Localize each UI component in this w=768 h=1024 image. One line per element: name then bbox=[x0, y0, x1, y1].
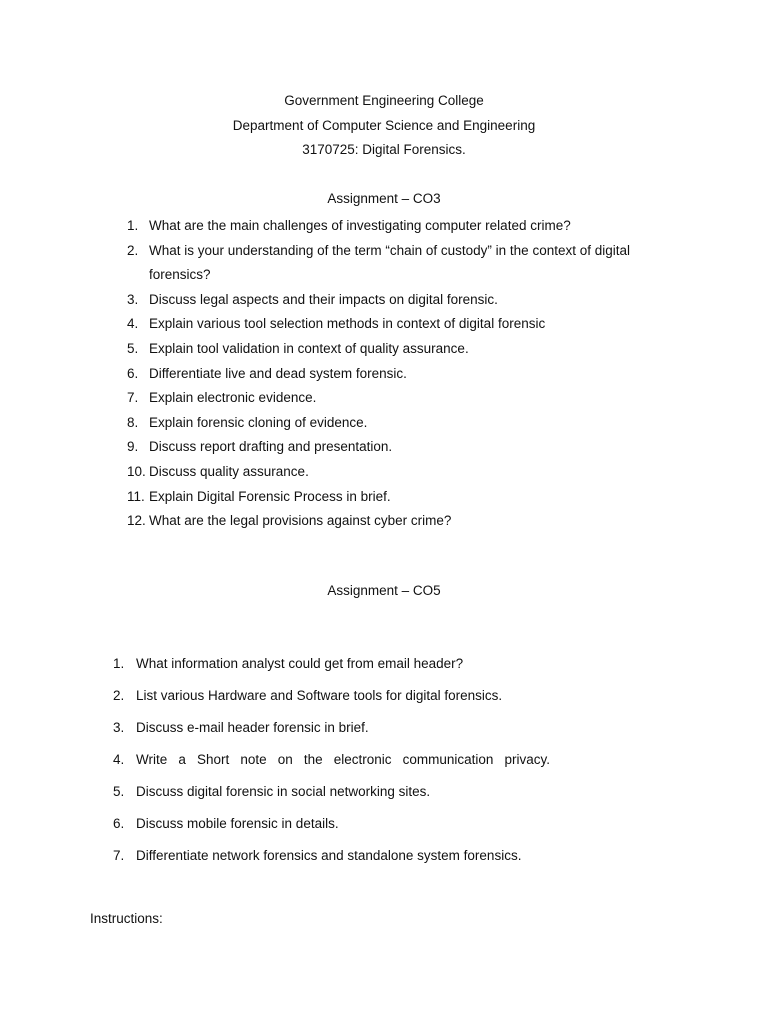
item-number: 9. bbox=[127, 439, 139, 455]
item-text: List various Hardware and Software tools for digital forensics. bbox=[136, 688, 503, 703]
item-text: Discuss e-mail header forensic in brief. bbox=[136, 720, 369, 735]
item-text: What are the main challenges of investigating computer related crime? bbox=[149, 218, 571, 233]
co5-title: Assignment – CO5 bbox=[327, 583, 441, 598]
item-number: 12. bbox=[127, 513, 146, 529]
instructions-label: Instructions: bbox=[90, 911, 163, 926]
item-text: Discuss mobile forensic in details. bbox=[136, 816, 339, 831]
list-item bbox=[127, 239, 687, 288]
item-number: 8. bbox=[127, 414, 139, 430]
list-item bbox=[127, 485, 687, 510]
list-item bbox=[127, 509, 687, 534]
item-number: 3. bbox=[113, 720, 125, 735]
department-name: Department of Computer Science and Engineering bbox=[232, 118, 536, 133]
item-number: 5. bbox=[127, 340, 139, 356]
list-item bbox=[127, 411, 687, 436]
list-item bbox=[113, 814, 673, 846]
item-text: What information analyst could get from email header? bbox=[136, 656, 464, 671]
item-text: Explain electronic evidence. bbox=[149, 390, 317, 406]
item-number: 4. bbox=[113, 752, 125, 767]
item-text: Explain tool validation in context of quality assurance. bbox=[149, 340, 469, 356]
list-item bbox=[113, 750, 673, 782]
item-text: What is your understanding of the term “chain of custody” in the context of digital forensics? bbox=[149, 242, 631, 283]
list-item bbox=[113, 686, 673, 718]
item-number: 3. bbox=[127, 291, 139, 307]
item-number: 7. bbox=[113, 848, 125, 863]
item-number: 1. bbox=[127, 218, 139, 233]
list-item bbox=[113, 654, 673, 686]
item-text: Discuss report drafting and presentation. bbox=[149, 439, 393, 455]
item-number: 2. bbox=[127, 242, 139, 258]
item-number: 2. bbox=[113, 688, 125, 703]
item-number: 4. bbox=[127, 316, 139, 332]
item-number: 6. bbox=[127, 365, 139, 381]
item-number: 10. bbox=[127, 463, 146, 479]
item-text: What are the legal provisions against cyber crime? bbox=[149, 513, 452, 529]
list-item bbox=[127, 312, 687, 337]
item-number: 1. bbox=[113, 656, 125, 671]
item-text: Discuss digital forensic in social networking sites. bbox=[136, 784, 431, 799]
list-item bbox=[127, 435, 687, 460]
item-text: Explain forensic cloning of evidence. bbox=[149, 414, 368, 430]
item-text: Write a Short note on the electronic communication privacy. bbox=[136, 752, 550, 767]
item-number: 7. bbox=[127, 390, 139, 406]
co3-question-list bbox=[127, 214, 687, 534]
item-number: 5. bbox=[113, 784, 125, 799]
co3-title: Assignment – CO3 bbox=[327, 191, 441, 206]
list-item bbox=[127, 460, 687, 485]
course-title: 3170725: Digital Forensics. bbox=[302, 142, 466, 157]
list-item bbox=[113, 718, 673, 750]
list-item bbox=[127, 337, 687, 362]
college-name: Government Engineering College bbox=[284, 93, 484, 108]
list-item bbox=[127, 214, 687, 239]
item-text: Differentiate network forensics and standalone system forensics. bbox=[136, 848, 522, 863]
co5-question-list bbox=[113, 654, 673, 878]
list-item bbox=[127, 386, 687, 411]
item-text: Explain Digital Forensic Process in brief. bbox=[149, 488, 391, 504]
list-item bbox=[127, 362, 687, 387]
item-text: Discuss quality assurance. bbox=[149, 463, 309, 479]
list-item bbox=[113, 846, 673, 878]
item-text: Discuss legal aspects and their impacts on digital forensic. bbox=[149, 291, 498, 307]
item-text: Explain various tool selection methods in context of digital forensic bbox=[149, 316, 546, 332]
item-number: 11. bbox=[127, 488, 145, 504]
list-item bbox=[113, 782, 673, 814]
list-item bbox=[127, 288, 687, 313]
item-text: Differentiate live and dead system forensic. bbox=[149, 365, 407, 381]
item-number: 6. bbox=[113, 816, 125, 831]
